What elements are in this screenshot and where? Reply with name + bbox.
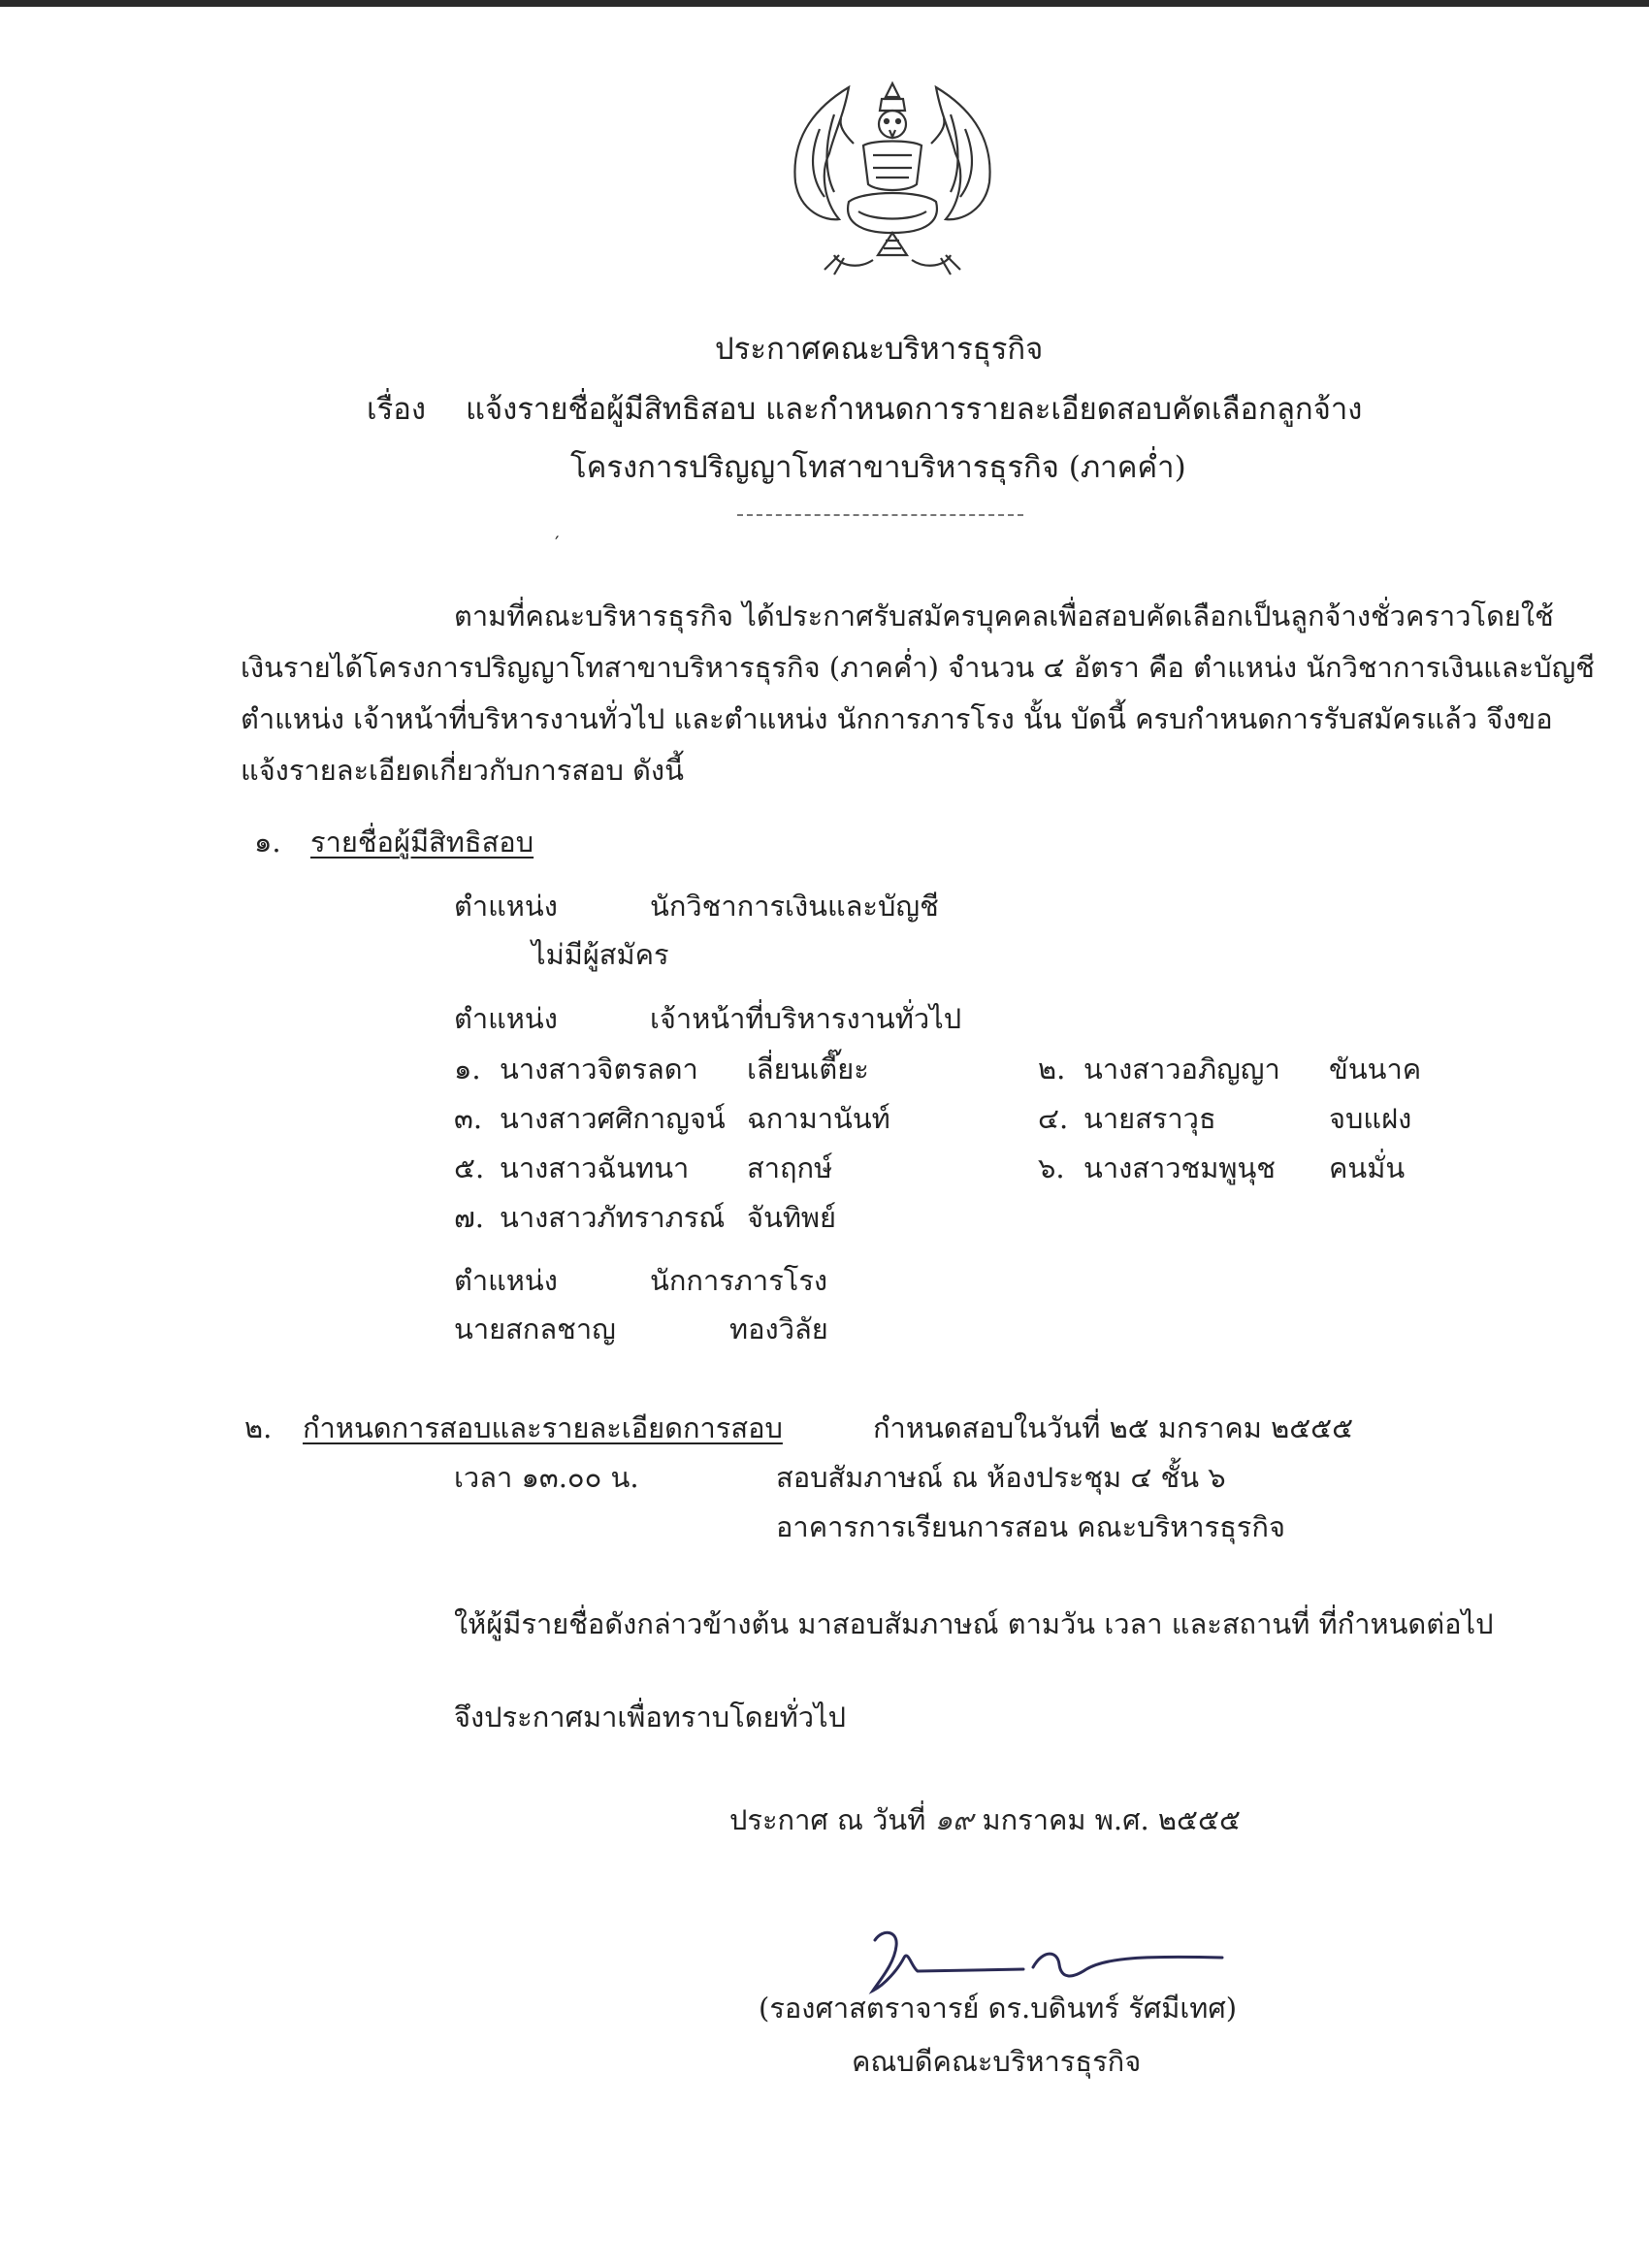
candidate-surname: ทองวิลัย <box>729 1312 828 1345</box>
position-label: ตำแหน่ง <box>454 1264 558 1297</box>
candidate-name: นางสาวอภิญญา <box>1083 1053 1280 1085</box>
section-2-number: ๒. <box>244 1411 273 1444</box>
candidate-number: ๔. <box>1038 1102 1069 1135</box>
position-1-note: ไม่มีผู้สมัคร <box>532 938 669 971</box>
candidate-name: นางสาวภัทราภรณ์ <box>500 1201 726 1234</box>
subject-line-2: โครงการปริญญาโทสาขาบริหารธุรกิจ (ภาคค่ำ) <box>570 450 1186 485</box>
closing-instruction: ให้ผู้มีรายชื่อดังกล่าวข้างต้น มาสอบสัมภาษณ์ ตามวัน เวลา และสถานที่ ที่กำหนดต่อไป <box>454 1607 1494 1640</box>
candidate-name: นางสาวชมพูนุช <box>1083 1151 1276 1184</box>
candidate-surname: จันทิพย์ <box>747 1201 837 1234</box>
candidate-number: ๑. <box>454 1053 481 1085</box>
candidate-name: นางสาวศศิกาญจน์ <box>500 1102 726 1135</box>
candidate-surname: เลี่ยนเตี๊ยะ <box>747 1053 869 1085</box>
document-title: ประกาศคณะบริหารธุรกิจ <box>715 332 1044 367</box>
candidate-number: ๒. <box>1038 1053 1066 1085</box>
candidate-number: ๕. <box>454 1151 485 1184</box>
scan-mark: ′ <box>555 532 560 555</box>
candidate-surname: จบแฝง <box>1329 1102 1412 1135</box>
candidate-name: นายสราวุธ <box>1083 1102 1216 1135</box>
candidate-number: ๖. <box>1038 1151 1065 1184</box>
garuda-emblem-icon <box>781 76 1004 279</box>
announce-date <box>729 1800 1241 1839</box>
exam-venue-2: อาคารการเรียนการสอน คณะบริหารธุรกิจ <box>776 1510 1285 1543</box>
section-1-heading: รายชื่อผู้มีสิทธิสอบ <box>310 826 534 859</box>
header-divider <box>737 514 1023 516</box>
position-1-name: นักวิชาการเงินและบัญชี <box>650 890 939 923</box>
intro-line-1: ตามที่คณะบริหารธุรกิจ ได้ประกาศรับสมัครบุคคลเพื่อสอบคัดเลือกเป็นลูกจ้างชั่วคราวโดยใช้ <box>454 599 1554 632</box>
candidate-surname: ขันนาค <box>1329 1053 1422 1085</box>
intro-line-3: ตำแหน่ง เจ้าหน้าที่บริหารงานทั่วไป และตำแหน่ง นักการภารโรง นั้น บัดนี้ ครบกำหนดการรับสมัครแล้ว จึงขอ <box>241 702 1553 735</box>
exam-time: เวลา ๑๓.๐๐ น. <box>454 1461 639 1494</box>
position-label: ตำแหน่ง <box>454 890 558 923</box>
position-3-name: นักการภารโรง <box>650 1264 828 1297</box>
candidate-number: ๓. <box>454 1102 483 1135</box>
closing-announce: จึงประกาศมาเพื่อทราบโดยทั่วไป <box>454 1701 846 1733</box>
signatory-title: คณบดีคณะบริหารธุรกิจ <box>852 2045 1142 2078</box>
subject-label: เรื่อง <box>367 392 427 427</box>
exam-venue-1: สอบสัมภาษณ์ ณ ห้องประชุม ๔ ชั้น ๖ <box>776 1461 1226 1494</box>
candidate-number: ๗. <box>454 1201 485 1234</box>
subject-line-1: แจ้งรายชื่อผู้มีสิทธิสอบ และกำหนดการรายละเอียดสอบคัดเลือกลูกจ้าง <box>466 392 1363 427</box>
date-day: ๑๙ <box>934 1803 974 1836</box>
candidate-name: นายสกลชาญ <box>454 1312 616 1345</box>
exam-date: กำหนดสอบในวันที่ ๒๕ มกราคม ๒๕๕๕ <box>873 1411 1354 1444</box>
signatory-name: (รองศาสตราจารย์ ดร.บดินทร์ รัศมีเทศ) <box>759 1992 1238 2025</box>
candidate-surname: ฉกามานันท์ <box>747 1102 890 1135</box>
position-label: ตำแหน่ง <box>454 1002 558 1035</box>
candidate-surname: คนมั่น <box>1329 1151 1406 1184</box>
date-suffix: มกราคม พ.ศ. ๒๕๕๕ <box>982 1803 1241 1836</box>
section-2-heading: กำหนดการสอบและรายละเอียดการสอบ <box>303 1411 783 1444</box>
candidate-surname: สาฤกษ์ <box>747 1151 833 1184</box>
section-1-number: ๑. <box>254 826 281 859</box>
scan-top-border <box>0 0 1649 7</box>
intro-line-2: เงินรายได้โครงการปริญญาโทสาขาบริหารธุรกิจ (ภาคค่ำ) จำนวน ๔ อัตรา คือ ตำแหน่ง นักวิชาการเงินและบัญชี <box>241 651 1595 684</box>
intro-line-4: แจ้งรายละเอียดเกี่ยวกับการสอบ ดังนี้ <box>241 754 684 787</box>
position-2-name: เจ้าหน้าที่บริหารงานทั่วไป <box>650 1002 962 1035</box>
candidate-name: นางสาวจิตรลดา <box>500 1053 698 1085</box>
candidate-name: นางสาวฉันทนา <box>500 1151 690 1184</box>
date-prefix: ประกาศ ณ วันที่ <box>729 1803 926 1836</box>
